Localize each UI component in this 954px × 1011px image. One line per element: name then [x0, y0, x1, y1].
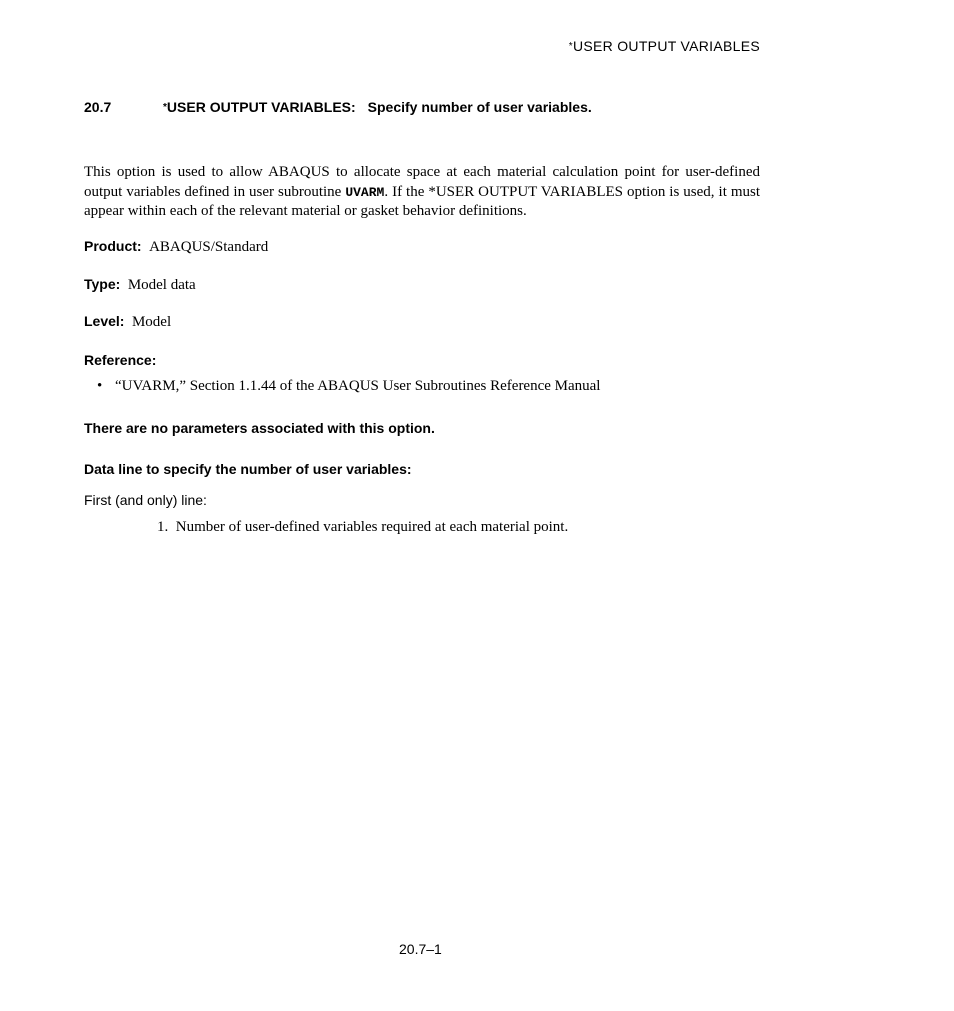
parameters-note: There are no parameters associated with this option. — [84, 420, 435, 436]
data-line-item — [157, 519, 568, 536]
type-value: Model data — [127, 277, 196, 293]
section-keyword: USER OUTPUT VARIABLES: — [166, 99, 356, 115]
product-value: ABAQUS/Standard — [149, 239, 269, 255]
running-header — [569, 38, 760, 54]
section-star: * — [163, 102, 167, 113]
section-title — [84, 99, 592, 115]
reference-item — [97, 378, 600, 395]
item-text: Number of user-defined variables required at each material point. — [175, 519, 569, 535]
level-value: Model — [131, 314, 172, 330]
product-label: Product: — [84, 238, 142, 254]
page-number: 20.7–1 — [399, 941, 442, 957]
intro-text-1: This option is used to allow ABAQUS to allocate space at each material calculation point for user-defined output variables defined in user subroutine — [84, 164, 760, 200]
intro-code-uvarm: UVARM — [345, 184, 385, 200]
product-field — [84, 238, 268, 256]
type-label: Type: — [84, 276, 121, 292]
level-label: Level: — [84, 313, 125, 329]
first-line-label: First (and only) line: — [84, 492, 207, 508]
bullet-dot: • — [97, 378, 103, 394]
reference-link-text: “UVARM,” Section 1.1.44 of the ABAQUS User Subroutines Reference Manual — [115, 378, 601, 394]
level-field — [84, 313, 171, 331]
intro-paragraph — [84, 163, 760, 222]
type-field — [84, 276, 196, 294]
intro-text-2: . If the *USER OUTPUT VARIABLES option is used, it must appear within each of the relevant material or gasket behavior definitions. — [84, 183, 761, 219]
section-description: Specify number of user variables. — [367, 99, 592, 115]
section-number: 20.7 — [84, 99, 112, 115]
item-number: 1. — [157, 519, 169, 535]
reference-heading: Reference: — [84, 352, 157, 368]
header-star: * — [568, 41, 573, 52]
running-title: USER OUTPUT VARIABLES — [572, 38, 760, 54]
data-line-heading: Data line to specify the number of user variables: — [84, 461, 412, 477]
